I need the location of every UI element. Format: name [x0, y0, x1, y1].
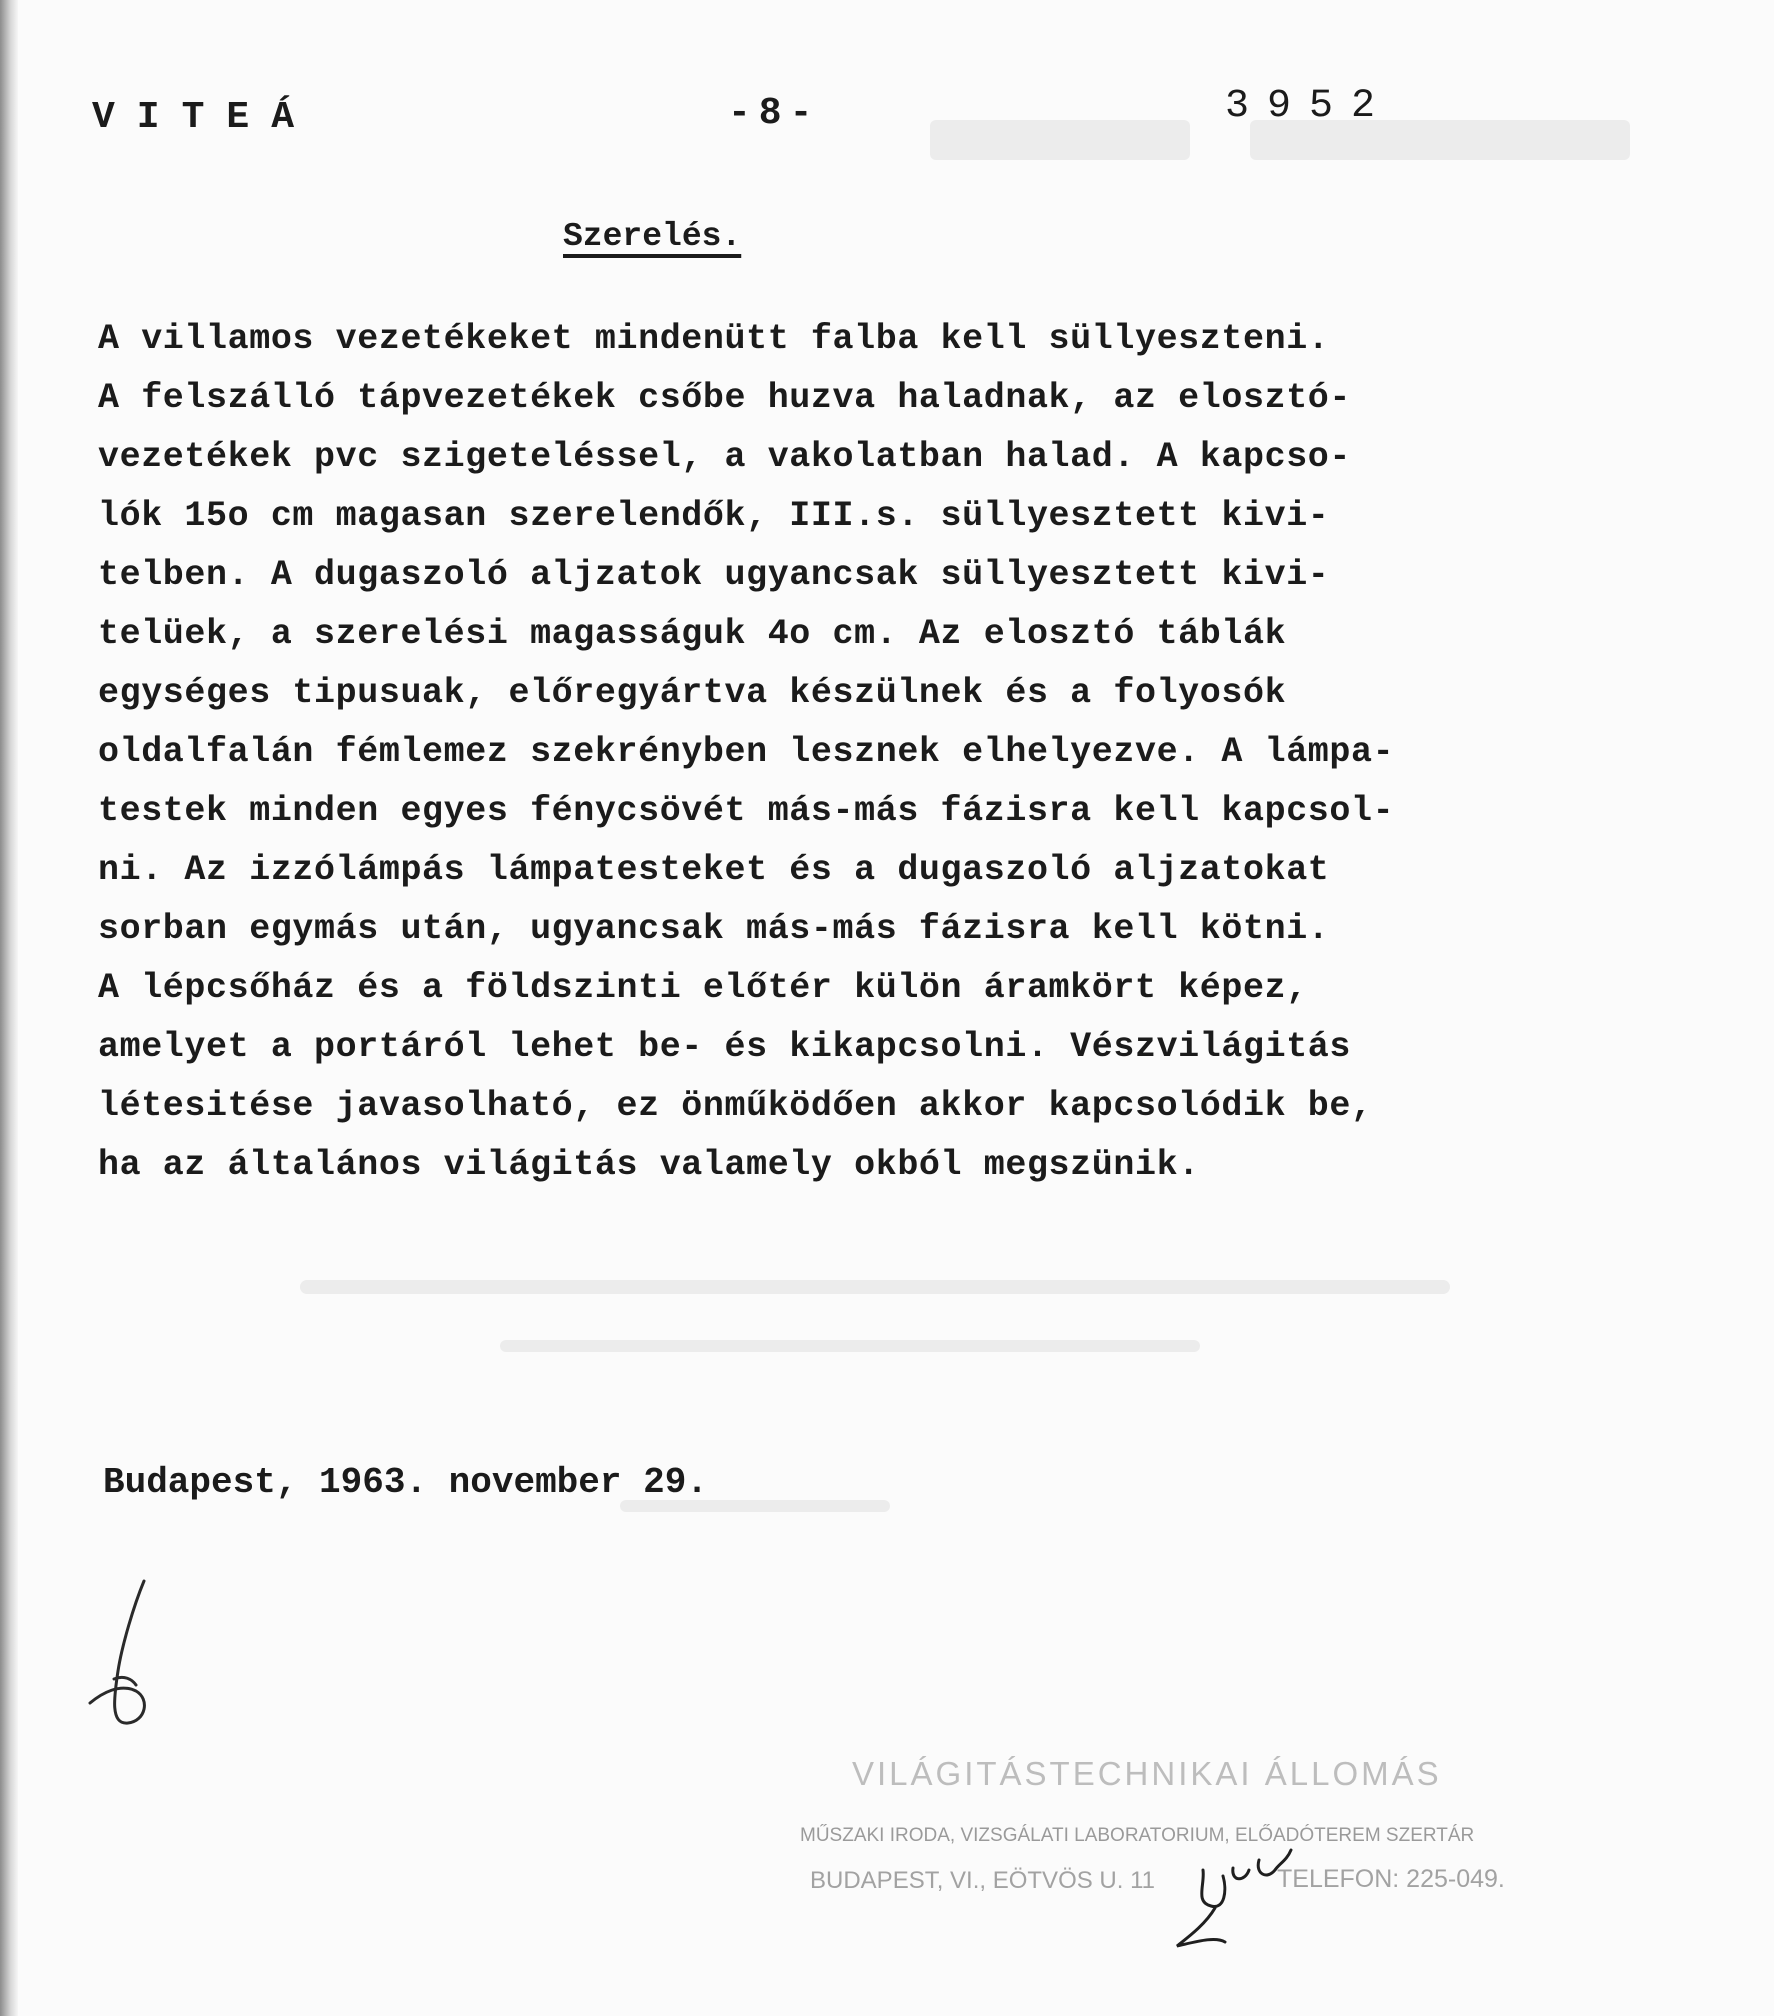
date-line: Budapest, 1963. november 29.	[103, 1462, 708, 1503]
document-number: 3952	[1225, 84, 1394, 129]
body-line: ni. Az izzólámpás lámpatesteket és a dugaszoló aljzatokat	[98, 850, 1330, 890]
stamp-signature-mark	[1175, 1830, 1295, 1960]
body-line: telben. A dugaszoló aljzatok ugyancsak süllyesztett kivi-	[98, 555, 1330, 595]
signature-mark	[84, 1575, 164, 1735]
section-title: Szerelés.	[563, 218, 742, 255]
page-number: -8-	[728, 92, 821, 135]
body-line: telüek, a szerelési magasságuk 4o cm. Az elosztó táblák	[98, 614, 1287, 654]
body-line: ha az általános világitás valamely okból megszünik.	[98, 1145, 1200, 1185]
body-line: oldalfalán fémlemez szekrényben lesznek elhelyezve. A lámpa-	[98, 732, 1395, 772]
stamp-title: VILÁGITÁSTECHNIKAI ÁLLOMÁS	[852, 1755, 1442, 1792]
body-line: lók 15o cm magasan szerelendők, III.s. süllyesztett kivi-	[98, 496, 1330, 536]
body-line: A felszálló tápvezetékek csőbe huzva haladnak, az elosztó-	[98, 378, 1351, 418]
body-line: testek minden egyes fénycsövét más-más fázisra kell kapcsol-	[98, 791, 1395, 831]
header-code: VITEÁ	[92, 96, 317, 139]
body-line: létesitése javasolható, ez önműködően akkor kapcsolódik be,	[98, 1086, 1373, 1126]
body-line: A villamos vezetékeket mindenütt falba kell süllyeszteni.	[98, 319, 1330, 359]
body-line: vezetékek pvc szigeteléssel, a vakolatban halad. A kapcso-	[98, 437, 1351, 477]
stamp-subtitle: MŰSZAKI IRODA, VIZSGÁLATI LABORATORIUM, ELŐADÓTEREM SZERTÁR	[800, 1825, 1475, 1846]
body-paragraph	[98, 310, 1588, 1195]
body-line: amelyet a portáról lehet be- és kikapcsolni. Vészvilágitás	[98, 1027, 1351, 1067]
body-line: sorban egymás után, ugyancsak más-más fázisra kell kötni.	[98, 909, 1330, 949]
body-line: egységes tipusuak, előregyártva készülnek és a folyosók	[98, 673, 1287, 713]
stamp-phone: TELEFON: 225-049.	[1277, 1865, 1505, 1893]
stamp-address: BUDAPEST, VI., EÖTVÖS U. 11	[810, 1867, 1155, 1894]
body-line: A lépcsőház és a földszinti előtér külön áramkört képez,	[98, 968, 1308, 1008]
